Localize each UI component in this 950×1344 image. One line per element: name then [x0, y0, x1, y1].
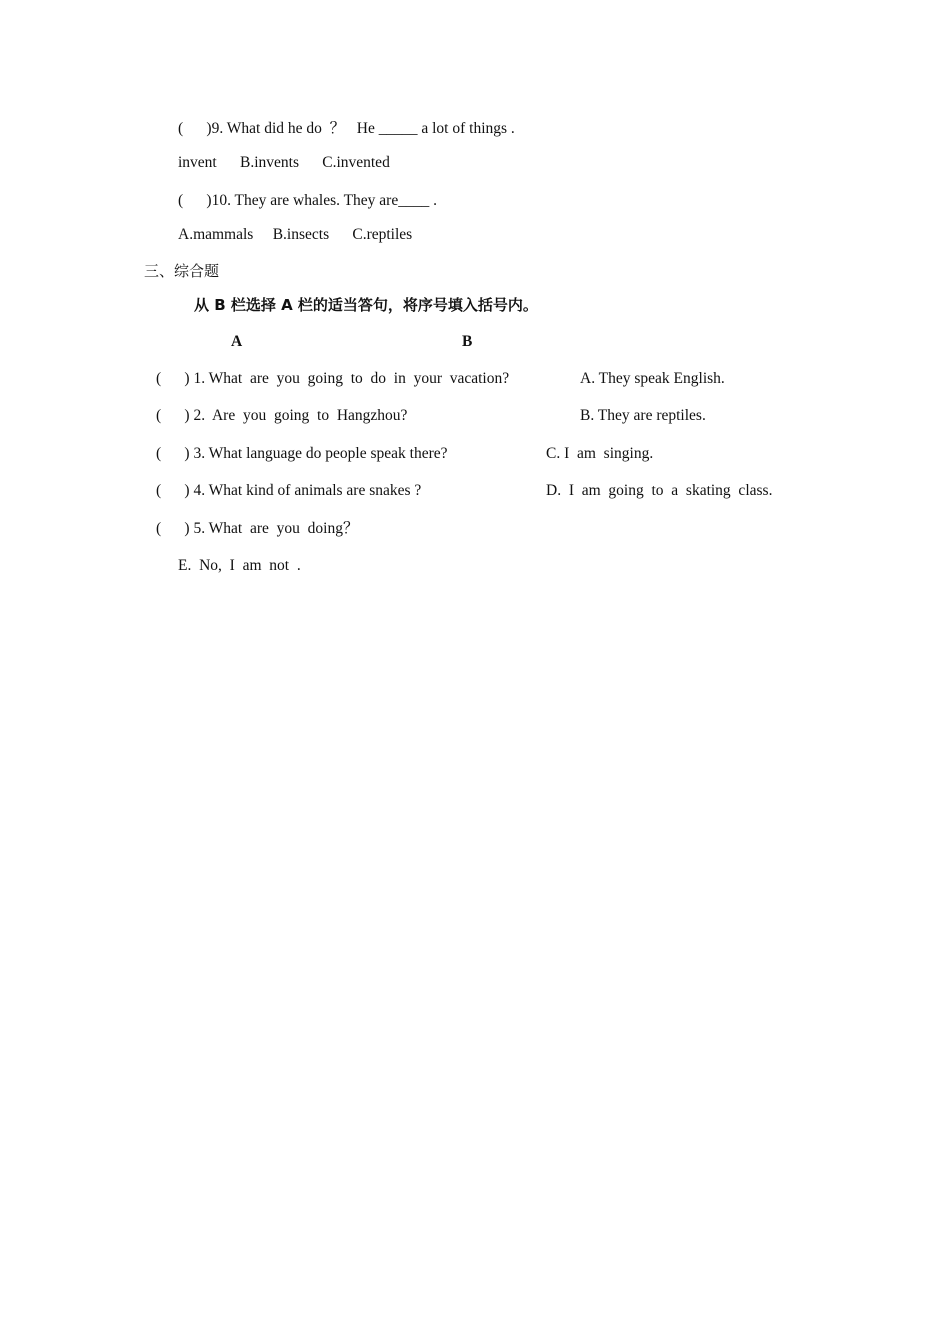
- matching-question-3: ( ) 3. What language do people speak there?: [156, 445, 448, 462]
- question-10-text: ( )10. They are whales. They are____ .: [178, 192, 437, 209]
- column-a-header: A: [231, 333, 243, 350]
- question-9-options: invent B.invents C.invented: [178, 154, 390, 171]
- question-10-options: A.mammals B.insects C.reptiles: [178, 226, 413, 243]
- matching-question-4: ( ) 4. What kind of animals are snakes ?: [156, 482, 422, 499]
- matching-answer-d: D. I am going to a skating class.: [546, 482, 773, 499]
- matching-answer-e: E. No, I am not .: [178, 557, 301, 574]
- column-b-header: B: [462, 333, 473, 350]
- matching-answer-c: C. I am singing.: [546, 445, 654, 462]
- question-9-text: ( )9. What did he do ？ He _____ a lot of things .: [178, 120, 515, 137]
- matching-question-2: ( ) 2. Are you going to Hangzhou?: [156, 407, 408, 424]
- matching-answer-a: A. They speak English.: [580, 370, 725, 387]
- section-instruction: 从 B 栏选择 A 栏的适当答句，将序号填入括号内。: [194, 296, 538, 314]
- section-heading: 三、综合题: [144, 262, 220, 280]
- matching-question-1: ( ) 1. What are you going to do in your vacation?: [156, 370, 510, 387]
- matching-question-5: ( ) 5. What are you doing？: [156, 520, 359, 537]
- matching-answer-b: B. They are reptiles.: [580, 407, 706, 424]
